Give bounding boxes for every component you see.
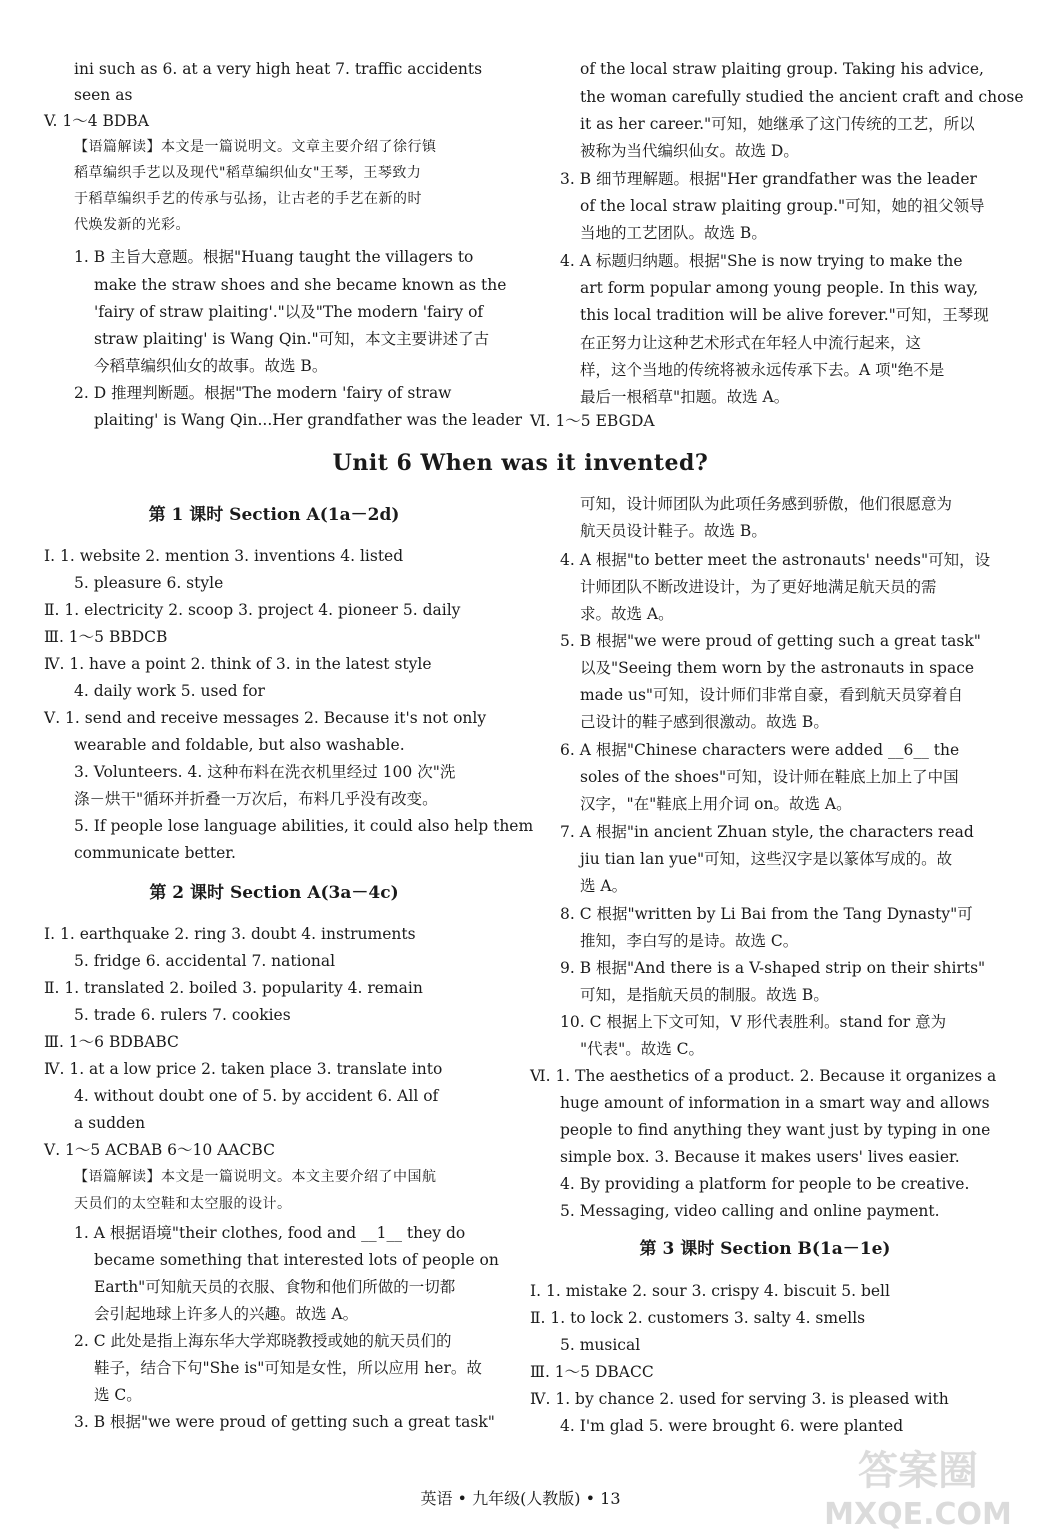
text-line: the woman carefully studied the ancient craft and chose [580,88,1024,106]
text-line: Earth"可知航天员的衣服、食物和他们所做的一切都 [94,1278,456,1296]
watermark-logo [813,1436,1023,1532]
section-heading: 第 1 课时 Section A(1a－2d) [148,505,400,525]
text-line: 会引起地球上许多人的兴趣。故选 A。 [94,1305,359,1323]
text-line: 当地的工艺团队。故选 B。 [580,224,767,242]
text-line: 5. musical [560,1336,641,1354]
text-line: 样，这个当地的传统将被永远传承下去。A 项"绝不是 [580,361,945,379]
text-line: 2. C 此处是指上海东华大学郑晓教授或她的航天员们的 [74,1332,452,1350]
text-line: Ⅲ. 1～5 DBACC [530,1363,654,1381]
text-line: huge amount of information in a smart way and allows [560,1094,990,1112]
text-line: V. 1～4 BDBA [44,112,149,130]
text-line: art form popular among young people. In this way, [580,279,979,297]
text-line: Ⅲ. 1～6 BDBABC [44,1033,179,1051]
text-line: seen as [74,86,133,104]
text-line: wearable and foldable, but also washable. [74,736,405,754]
text-line: 4. A 根据"to better meet the astronauts' needs"可知，设 [560,551,991,569]
text-line: 可知，设计师团队为此项任务感到骄傲，他们很愿意为 [580,495,953,513]
text-line: 在正努力让这种艺术形式在年轻人中流行起来，这 [580,334,922,352]
text-line: Ⅱ. 1. translated 2. boiled 3. popularity 4. remain [44,979,423,997]
text-line: 被称为当代编织仙女。故选 D。 [580,142,799,160]
unit-title: Unit 6 When was it invented? [332,450,709,476]
text-line: 4. By providing a platform for people to be creative. [560,1175,970,1193]
text-line: it as her career."可知，她继承了这门传统的工艺，所以 [580,115,975,133]
text-line: of the local straw plaiting group."可知，她的祖父领导 [580,197,985,215]
text-line: "代表"。故选 C。 [580,1040,705,1058]
text-line: a sudden [74,1114,146,1132]
text-line: 4. daily work 5. used for [74,682,265,700]
text-line: 汉字，"在"鞋底上用介词 on。故选 A。 [580,795,852,813]
text-line: 5. pleasure 6. style [74,574,224,592]
text-line: Ⅵ. 1～5 EBGDA [530,412,655,430]
page-footer: 英语 • 九年级(人教版) • 13 [420,1489,621,1508]
text-line: Ⅳ. 1. at a low price 2. taken place 3. translate into [44,1060,443,1078]
text-line: 天员们的太空鞋和太空服的设计。 [74,1196,292,1212]
text-line: Ⅱ. 1. electricity 2. scoop 3. project 4. pioneer 5. daily [44,601,461,619]
text-line: 鞋子，结合下句"She is"可知是女性，所以应用 her。故 [94,1359,482,1377]
text-line: 以及"Seeing them worn by the astronauts in space [580,659,975,677]
text-line: straw plaiting' is Wang Qin."可知，本文主要讲述了古 [94,330,490,348]
text-line: 4. A 标题归纳题。根据"She is now trying to make the [560,252,963,270]
text-line: 选 A。 [580,877,628,895]
text-line: 于稻草编织手艺的传承与弘扬，让古老的手艺在新的时 [74,191,422,207]
text-line: 最后一根稻草"扣题。故选 A。 [580,388,790,406]
text-line: 'fairy of straw plaiting'."以及"The modern 'fairy of [94,303,484,321]
text-line: 涤－烘干"循环并折叠一万次后，布料几乎没有改变。 [74,790,438,808]
text-line: 9. B 根据"And there is a V-shaped strip on their shirts" [560,959,986,977]
text-line: Ⅰ. 1. mistake 2. sour 3. crispy 4. biscuit 5. bell [530,1282,890,1300]
text-line: 选 C。 [94,1386,142,1404]
text-line: make the straw shoes and she became known as the [94,276,507,294]
text-line: 2. D 推理判断题。根据"The modern 'fairy of straw [74,384,452,402]
text-line: Ⅴ. 1. send and receive messages 2. Because it's not only [44,709,487,727]
text-line: ini such as 6. at a very high heat 7. traffic accidents [74,60,483,78]
text-line: 己设计的鞋子感到很激动。故选 B。 [580,713,829,731]
text-line: communicate better. [74,844,236,862]
text-line: Ⅳ. 1. by chance 2. used for serving 3. is pleased with [530,1390,949,1408]
text-line: 5. Messaging, video calling and online payment. [560,1202,940,1220]
text-line: Ⅳ. 1. have a point 2. think of 3. in the latest style [44,655,432,673]
text-line: people to find anything they want just by typing in one [560,1121,991,1139]
text-line: 5. fridge 6. accidental 7. national [74,952,336,970]
text-line: 1. A 根据语境"their clothes, food and __1__ they do [74,1224,466,1242]
text-line: 10. C 根据上下文可知，V 形代表胜利。stand for 意为 [560,1013,947,1031]
text-line: 5. B 根据"we were proud of getting such a great task" [560,632,981,650]
watermark-top: 答案圈 [858,1448,978,1494]
text-line: 6. A 根据"Chinese characters were added __6__ the [560,741,960,759]
text-line: Ⅰ. 1. earthquake 2. ring 3. doubt 4. instruments [44,925,416,943]
text-line: Ⅲ. 1～5 BBDCB [44,628,168,646]
text-line: 航天员设计鞋子。故选 B。 [580,522,767,540]
text-line: 7. A 根据"in ancient Zhuan style, the characters read [560,823,974,841]
text-line: soles of the shoes"可知，设计师在鞋底上加上了中国 [580,768,959,786]
text-line: 5. trade 6. rulers 7. cookies [74,1006,291,1024]
text-line: this local tradition will be alive forever."可知，王琴现 [580,306,989,324]
text-line: 5. If people lose language abilities, it could also help them [74,817,534,835]
text-line: Ⅴ. 1～5 ACBAB 6～10 AACBC [44,1141,275,1159]
text-line: 推知，李白写的是诗。故选 C。 [580,932,799,950]
text-line: 8. C 根据"written by Li Bai from the Tang Dynasty"可 [560,905,973,923]
text-line: became something that interested lots of people on [94,1251,499,1269]
text-line: 1. B 主旨大意题。根据"Huang taught the villagers to [74,248,474,266]
text-line: 【语篇解读】本文是一篇说明文。本文主要介绍了中国航 [74,1169,437,1185]
text-line: Ⅵ. 1. The aesthetics of a product. 2. Because it organizes a [530,1067,997,1085]
text-line: simple box. 3. Because it makes users' lives easier. [560,1148,960,1166]
text-line: 4. without doubt one of 5. by accident 6. All of [74,1087,439,1105]
text-line: 3. Volunteers. 4. 这种布料在洗衣机里经过 100 次"洗 [74,763,456,781]
section-heading: 第 2 课时 Section A(3a－4c) [149,883,399,903]
text-line: jiu tian lan yue"可知，这些汉字是以篆体写成的。故 [580,850,953,868]
text-line: of the local straw plaiting group. Taking his advice, [580,60,984,78]
text-line: 计师团队不断改进设计，为了更好地满足航天员的需 [580,578,937,596]
watermark-bottom: MXQE.COM [824,1497,1012,1532]
section-heading: 第 3 课时 Section B(1a－1e) [639,1239,891,1259]
text-line: 今稻草编织仙女的故事。故选 B。 [94,357,328,375]
text-line: 可知，是指航天员的制服。故选 B。 [580,986,829,1004]
text-line: 稻草编织手艺以及现代"稻草编织仙女"王琴，王琴致力 [74,165,422,181]
text-line: Ⅰ. 1. website 2. mention 3. inventions 4. listed [44,547,404,565]
text-line: made us"可知，设计师们非常自豪，看到航天员穿着自 [580,686,964,704]
text-line: 【语篇解读】本文是一篇说明文。文章主要介绍了徐行镇 [74,139,437,155]
text-line: 代焕发新的光彩。 [74,217,190,233]
text-line: 4. I'm glad 5. were brought 6. were planted [560,1417,904,1435]
text-line: 3. B 细节理解题。根据"Her grandfather was the leader [560,170,977,188]
text-line: 求。故选 A。 [580,605,674,623]
text-line: 3. B 根据"we were proud of getting such a great task" [74,1413,495,1431]
text-line: Ⅱ. 1. to lock 2. customers 3. salty 4. smells [530,1309,866,1327]
text-line: plaiting' is Wang Qin...Her grandfather was the leader [94,411,523,429]
